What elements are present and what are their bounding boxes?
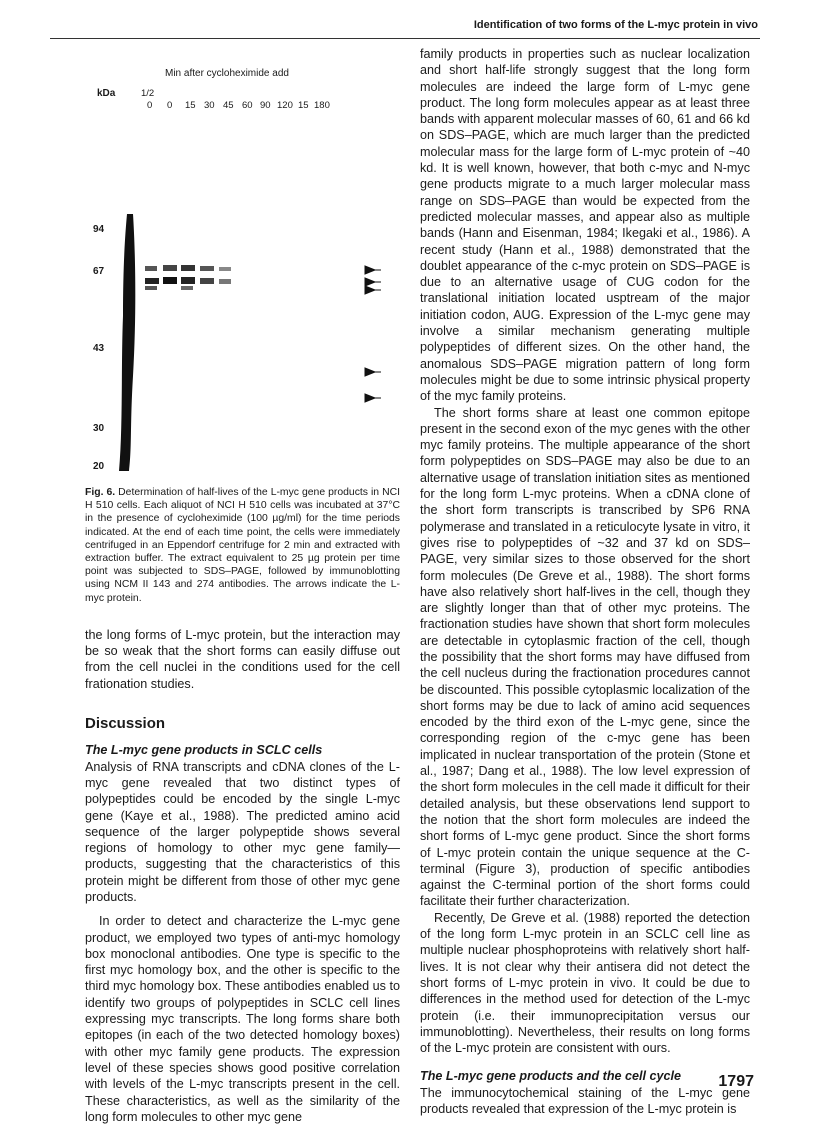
page-number: 1797 xyxy=(718,1073,754,1090)
lane-label: 0 xyxy=(147,100,153,111)
marker-30: 30 xyxy=(93,423,105,434)
arrow-icon xyxy=(365,368,381,376)
subheading: The L-myc gene products in SCLC cells xyxy=(85,743,323,758)
caption-text: Determination of half-lives of the L-myc gene products in NCI H 510 cells. Each aliquot of NCI H 510 cells was incubated at 37°C in the presence of cycloheximide (100 µg/ml) for the time periods indicated. At the end of each time point, the cells were immediately centrifuged in an Eppendorf centrifuge for 2 min and extracted with extraction buffer. The extract equivalent to 25 µg protein per time point was subjected to SDS–PAGE, followed by immunoblotting using NCM II 143 and 274 antibodies. The arrows indicate the L-myc protein. xyxy=(85,487,400,604)
marker-67: 67 xyxy=(93,266,105,277)
band xyxy=(181,286,193,290)
paragraph: family products in properties such as nuclear localization and short half-life strongly suggest that the long form molecules are indeed the large form of L-myc gene product. The long form molecules appear as at least three bands with apparent molecular masses of 60, 61 and 66 kd on SDS–PAGE, which are much larger than the predicted molecular mass for the large form of L-myc protein of ~40 kd. It is well known, however, that both c-myc and N-myc gene products migrate to a much larger molecular mass range on SDS–PAGE than would be expected from the predicted molecular masses, and appear also as multiple bands (Hann and Eisenman, 1984; Ikegaki et al., 1986). A recent study (Hann et al., 1988) demonstrated that the doublet appearance of the c-myc protein on SDS–PAGE is due to an alternative usage of CUG codon for the translational initiation located usptream of the major initiation codon, AUG. Expression of the L-myc gene may involve a similar mechanism generating multiple polypeptides of different sizes. On the other hand, the anomalous SDS–PAGE migration pattern of long form molecules might be due to some intrinsic physical property of the myc family proteins. xyxy=(420,47,750,404)
lane-label: 180 xyxy=(314,100,330,111)
header-rule xyxy=(50,38,760,39)
kda-label: kDa xyxy=(97,88,116,99)
left-column xyxy=(85,46,400,1125)
band xyxy=(219,279,231,284)
arrow-icon xyxy=(365,286,381,294)
paragraph: Analysis of RNA transcripts and cDNA clones of the L-myc gene revealed that two distinct types of polypeptides could be encoded by the single L-myc gene (Kaye et al., 1988). The predicted amino acid sequence of the larger polypeptide shows several regions of homology to other myc gene family—products, suggesting that the characteristics of this protein might be different from those of other myc gene products. xyxy=(85,759,400,904)
paragraph: Recently, De Greve et al. (1988) reported the detection of the long form L-myc protein in an SCLC cell line as multiple nuclear phosphoproteins with relatively short half-lives. It is not clear why their antisera did not detect the short forms of L-myc protein in vivo. It could be due to differences in the method used for detection of the L-myc protein (i.e. their immunoprecipitation versus our immunoblotting). Nevertheless, their results on long forms of the L-myc protein are consistent with ours. xyxy=(420,910,750,1056)
caption-label: Fig. 6. xyxy=(85,487,116,498)
lane-label: 30 xyxy=(204,100,215,111)
arrow-icon xyxy=(365,278,381,286)
lane-label: 60 xyxy=(242,100,253,111)
lane-label: 15 xyxy=(185,100,196,111)
lane-label: 45 xyxy=(223,100,234,111)
paragraph: The immunocytochemical staining of the L-myc gene products revealed that expression of the L-myc protein is xyxy=(420,1085,750,1116)
band xyxy=(181,265,195,271)
marker-94: 94 xyxy=(93,224,105,235)
band xyxy=(200,266,214,271)
band xyxy=(145,286,157,290)
paragraph: The short forms share at least one common epitope present in the second exon of the myc genes with the other myc family proteins. The multiple appearance of the short form polypeptides on SDS–PAGE may also be due to an alternative usage of translation initiation sites as mentioned for the long form L-myc proteins. When a cDNA clone of the short form transcripts is transcribed by SP6 RNA polymerase and translated in a reticulocyte lysate in vitro, it gives rise to polypeptides of ~32 and 37 kd on SDS–PAGE, very similar sizes to those observed for the short form molecules (De Greve et al., 1988). The short forms have also relatively short half-lives in the cell, though they are slightly longer than that of other myc proteins. The fractionation studies have shown that short form molecules are detectable in cytoplasmic fraction of the cell, though the possibility that the short forms may have diffused from the cell nucleus during the fractionation procedures cannot be discounted. This possible cytoplasmic localization of the short forms may be due to lack of amino acid sequences encoded by the third exon of the L-myc gene, since the corresponding region of the c-myc gene has been implicated in nuclear transportation of the protein (Stone et al., 1987; Dang et al., 1988). The low level expression of the short form molecules in the cell made it difficult for their detailed analysis, but these observations lend support to the notion that the short form molecules are indeed the short forms of L-myc gene product. Since the short forms of L-myc protein contain the unique sequence at the C-terminal (Figure 3), production of specific antibodies against the C-terminal portion of the short forms could facilitate their further characterization. xyxy=(420,405,750,909)
band xyxy=(219,267,231,271)
lane-label: 15 xyxy=(298,100,309,111)
marker-lane-smear xyxy=(119,214,135,471)
running-head: Identification of two forms of the L-myc protein in vivo xyxy=(473,19,758,31)
band xyxy=(163,265,177,271)
western-blot-image xyxy=(85,46,400,486)
lane-label: 0 xyxy=(167,100,173,111)
lane-label: 90 xyxy=(260,100,271,111)
band xyxy=(163,277,177,284)
right-column xyxy=(420,46,750,1117)
band xyxy=(145,266,157,271)
section-heading: Discussion xyxy=(85,715,166,733)
marker-20: 20 xyxy=(93,461,105,472)
paragraph: In order to detect and characterize the L-myc gene product, we employed two types of anti-myc homology box monoclonal antibodies. One type is specific to the first myc homology box, and the other is specific to the third myc homology box. These antibodies enabled us to identify two groups of polypeptides in SCLC cell lines expressing myc transcripts. The long forms share both epitopes (in each of the two detected homology boxes) with other myc family gene products. The expression level of these species shows good positive correlation with levels of the L-myc transcripts present in the cell. These characteristics, as well as the similarity of the long form molecules to other myc gene xyxy=(85,914,400,1124)
continuation-paragraph: the long forms of L-myc protein, but the interaction may be so weak that the short forms can easily diffuse out from the cell nuclei in the conditions used for the cell frationation studies. xyxy=(85,627,400,691)
figure-title: Min after cycloheximide add xyxy=(165,68,289,79)
subheading: The L-myc gene products and the cell cycle xyxy=(420,1069,682,1084)
arrow-icon xyxy=(365,266,381,274)
page-header xyxy=(0,0,816,40)
band xyxy=(145,278,159,284)
marker-43: 43 xyxy=(93,343,105,354)
figure-6 xyxy=(85,46,400,486)
band xyxy=(181,277,195,284)
lane-label: 1/2 xyxy=(141,88,155,99)
figure-caption xyxy=(85,486,400,605)
arrow-icon xyxy=(365,394,381,402)
band xyxy=(200,278,214,284)
lane-label: 120 xyxy=(277,100,293,111)
